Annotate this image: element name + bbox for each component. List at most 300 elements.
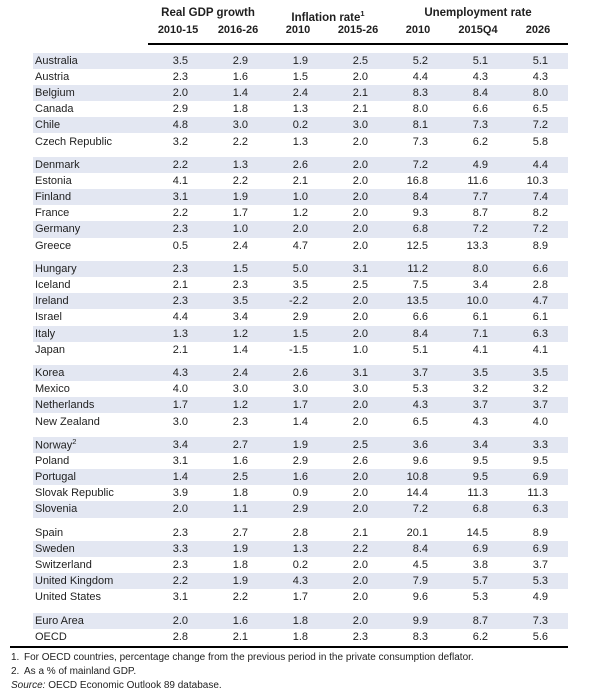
table-row — [33, 277, 568, 293]
row-group-5 — [33, 437, 568, 518]
cell-value-col7: 5.1 — [532, 54, 548, 67]
cell-value-col5: 7.5 — [412, 279, 428, 292]
cell-value-col2: 2.2 — [232, 174, 248, 187]
cell-value-col1: 4.8 — [172, 119, 188, 132]
cell-value-col7: 4.7 — [532, 295, 548, 308]
country-name: Switzerland — [35, 559, 92, 572]
country-name: Poland — [35, 454, 70, 467]
cell-value-col1: 1.7 — [172, 399, 188, 412]
cell-value-col3: 1.2 — [292, 207, 308, 220]
cell-value-col2: 3.0 — [232, 119, 248, 132]
cell-value-col4: 2.1 — [352, 526, 368, 539]
cell-value-col4: 2.1 — [352, 103, 368, 116]
country-name: France — [35, 207, 70, 220]
cell-value-col7: 8.9 — [532, 239, 548, 252]
table-row — [33, 557, 568, 573]
cell-value-col1: 2.0 — [172, 86, 188, 99]
cell-value-col5: 3.7 — [412, 366, 428, 379]
country-name: Belgium — [35, 86, 75, 99]
cell-value-col4: 2.3 — [352, 630, 368, 643]
cell-value-col5: 7.9 — [412, 575, 428, 588]
cell-value-col1: 4.1 — [172, 174, 188, 187]
cell-value-col4: 2.0 — [352, 471, 368, 484]
table-row — [33, 397, 568, 413]
cell-value-col6: 5.7 — [472, 575, 488, 588]
table-row — [33, 453, 568, 469]
country-name: Hungary — [35, 262, 77, 275]
cell-value-col3: 1.5 — [292, 70, 308, 83]
column-group-header-3: Unemployment rate — [424, 7, 532, 19]
bottom-rule — [10, 646, 568, 648]
cell-value-col1: 2.1 — [172, 279, 188, 292]
cell-value-col4: 2.0 — [352, 311, 368, 324]
table-row — [33, 485, 568, 501]
cell-value-col1: 2.2 — [172, 207, 188, 220]
cell-value-col4: 2.2 — [352, 542, 368, 555]
cell-value-col3: -2.2 — [289, 295, 308, 308]
column-year-header-1: 2010-15 — [157, 24, 199, 36]
source-text: OECD Economic Outlook 89 database. — [48, 680, 222, 691]
cell-value-col2: 1.8 — [232, 103, 248, 116]
country-name: Portugal — [35, 471, 76, 484]
cell-value-col7: 8.0 — [532, 86, 548, 99]
cell-value-col5: 14.4 — [406, 487, 428, 500]
cell-value-col2: 1.8 — [232, 487, 248, 500]
cell-value-col4: 2.5 — [352, 438, 368, 451]
cell-value-col3: 4.7 — [292, 239, 308, 252]
cell-value-col2: 1.6 — [232, 70, 248, 83]
country-name: New Zealand — [35, 415, 100, 428]
cell-value-col3: 2.6 — [292, 366, 308, 379]
cell-value-col2: 1.3 — [232, 158, 248, 171]
cell-value-col1: 2.0 — [172, 503, 188, 516]
cell-value-col3: 1.5 — [292, 327, 308, 340]
cell-value-col1: 2.3 — [172, 70, 188, 83]
cell-value-col4: 2.0 — [352, 503, 368, 516]
cell-value-col2: 2.4 — [232, 366, 248, 379]
cell-value-col5: 6.5 — [412, 415, 428, 428]
column-group-header-2: Inflation rate$^1$ — [291, 9, 365, 24]
column-year-header-6: 2015Q4 — [458, 24, 498, 36]
country-name: Ireland — [35, 295, 69, 308]
country-name: Korea — [35, 366, 65, 379]
table-row — [33, 133, 568, 149]
cell-value-col1: 3.4 — [172, 438, 188, 451]
cell-value-col2: 1.2 — [232, 399, 248, 412]
cell-value-col5: 5.1 — [412, 343, 428, 356]
cell-value-col3: 3.5 — [292, 279, 308, 292]
cell-value-col6: 8.0 — [472, 262, 488, 275]
cell-value-col2: 1.4 — [232, 343, 248, 356]
cell-value-col7: 5.3 — [532, 575, 548, 588]
cell-value-col6: 4.1 — [472, 343, 488, 356]
table-row — [33, 589, 568, 605]
country-name: Canada — [35, 103, 74, 116]
cell-value-col6: 3.4 — [472, 438, 488, 451]
cell-value-col2: 1.9 — [232, 191, 248, 204]
cell-value-col7: 3.5 — [532, 366, 548, 379]
cell-value-col5: 8.4 — [412, 327, 428, 340]
country-name: United States — [35, 591, 102, 604]
cell-value-col4: 2.5 — [352, 279, 368, 292]
cell-value-col6: 6.6 — [472, 103, 488, 116]
cell-value-col7: 11.3 — [527, 487, 548, 500]
table-row — [33, 189, 568, 205]
cell-value-col7: 6.3 — [532, 503, 548, 516]
cell-value-col4: 3.1 — [352, 366, 368, 379]
cell-value-col7: 5.6 — [532, 630, 548, 643]
column-group-headers — [148, 6, 568, 24]
cell-value-col1: 4.0 — [172, 383, 188, 396]
cell-value-col4: 2.0 — [352, 327, 368, 340]
cell-value-col1: 3.0 — [172, 415, 188, 428]
cell-value-col4: 2.0 — [352, 191, 368, 204]
table-row — [33, 85, 568, 101]
cell-value-col5: 7.3 — [412, 135, 428, 148]
country-name: Norway$^2$ — [35, 437, 77, 453]
cell-value-col6: 7.1 — [472, 327, 488, 340]
cell-value-col3: 1.9 — [292, 54, 308, 67]
cell-value-col7: 3.7 — [532, 399, 548, 412]
column-year-header-5: 2010 — [405, 24, 431, 36]
cell-value-col4: 2.0 — [352, 135, 368, 148]
row-group-7 — [33, 613, 568, 645]
footnote-2 — [11, 665, 474, 679]
cell-value-col6: 6.2 — [472, 135, 488, 148]
cell-value-col5: 8.0 — [412, 103, 428, 116]
cell-value-col4: 2.0 — [352, 239, 368, 252]
cell-value-col7: 2.8 — [532, 279, 548, 292]
cell-value-col2: 3.5 — [232, 295, 248, 308]
cell-value-col6: 5.3 — [472, 591, 488, 604]
cell-value-col7: 7.2 — [532, 223, 548, 236]
cell-value-col3: 4.3 — [292, 575, 308, 588]
country-name: Estonia — [35, 174, 72, 187]
cell-value-col5: 8.3 — [412, 86, 428, 99]
table-row — [33, 326, 568, 342]
cell-value-col3: 2.8 — [292, 526, 308, 539]
cell-value-col3: -1.5 — [289, 343, 308, 356]
cell-value-col1: 2.3 — [172, 559, 188, 572]
country-name: Chile — [35, 119, 61, 132]
cell-value-col4: 2.0 — [352, 575, 368, 588]
cell-value-col3: 0.2 — [292, 119, 308, 132]
cell-value-col6: 5.1 — [472, 54, 488, 67]
cell-value-col6: 8.7 — [472, 614, 488, 627]
cell-value-col1: 3.3 — [172, 542, 188, 555]
cell-value-col3: 2.9 — [292, 311, 308, 324]
cell-value-col1: 1.3 — [172, 327, 188, 340]
column-year-header-7: 2026 — [525, 24, 551, 36]
table-row — [33, 437, 568, 453]
cell-value-col7: 4.1 — [532, 343, 548, 356]
cell-value-col4: 2.0 — [352, 399, 368, 412]
cell-value-col5: 5.2 — [412, 54, 428, 67]
cell-value-col1: 2.0 — [172, 614, 188, 627]
table-row — [33, 413, 568, 429]
cell-value-col4: 2.0 — [352, 174, 368, 187]
column-year-header-2: 2016-26 — [217, 24, 259, 36]
cell-value-col1: 2.2 — [172, 158, 188, 171]
cell-value-col6: 4.9 — [472, 158, 488, 171]
cell-value-col5: 3.6 — [412, 438, 428, 451]
cell-value-col1: 4.3 — [172, 366, 188, 379]
cell-value-col6: 13.3 — [466, 239, 488, 252]
cell-value-col3: 2.9 — [292, 503, 308, 516]
country-name: Mexico — [35, 383, 70, 396]
cell-value-col4: 2.0 — [352, 70, 368, 83]
cell-value-col7: 8.2 — [532, 207, 548, 220]
cell-value-col7: 10.3 — [526, 174, 548, 187]
cell-value-col2: 3.4 — [232, 311, 248, 324]
cell-value-col2: 2.3 — [232, 279, 248, 292]
cell-value-col7: 3.2 — [532, 383, 548, 396]
table-body — [33, 53, 568, 645]
cell-value-col3: 1.4 — [292, 415, 308, 428]
column-year-headers — [148, 23, 568, 38]
cell-value-col7: 9.5 — [532, 454, 548, 467]
cell-value-col4: 2.0 — [352, 415, 368, 428]
row-group-2 — [33, 157, 568, 254]
table-row — [33, 205, 568, 221]
table-row — [33, 629, 568, 645]
table-row — [33, 541, 568, 557]
cell-value-col1: 2.9 — [172, 103, 188, 116]
table-row — [33, 173, 568, 189]
cell-value-col1: 3.1 — [172, 454, 188, 467]
cell-value-col5: 9.3 — [412, 207, 428, 220]
table-row — [33, 53, 568, 69]
cell-value-col1: 3.1 — [172, 591, 188, 604]
cell-value-col4: 3.1 — [352, 262, 368, 275]
row-group-6 — [33, 525, 568, 606]
table-row — [33, 69, 568, 85]
cell-value-col1: 2.3 — [172, 526, 188, 539]
footnote-2-text: As a % of mainland GDP. — [24, 666, 137, 677]
cell-value-col4: 2.0 — [352, 591, 368, 604]
cell-value-col6: 8.4 — [472, 86, 488, 99]
cell-value-col1: 3.1 — [172, 191, 188, 204]
cell-value-col4: 2.5 — [352, 54, 368, 67]
cell-value-col2: 1.9 — [232, 542, 248, 555]
footnotes — [11, 651, 474, 693]
cell-value-col7: 5.8 — [532, 135, 548, 148]
cell-value-col6: 9.5 — [472, 454, 488, 467]
cell-value-col6: 3.8 — [472, 559, 488, 572]
cell-value-col4: 2.0 — [352, 559, 368, 572]
cell-value-col2: 1.6 — [232, 454, 248, 467]
cell-value-col3: 2.4 — [292, 86, 308, 99]
cell-value-col5: 9.6 — [412, 454, 428, 467]
cell-value-col7: 6.6 — [532, 262, 548, 275]
cell-value-col3: 1.7 — [292, 399, 308, 412]
table-row — [33, 101, 568, 117]
cell-value-col2: 1.4 — [232, 86, 248, 99]
cell-value-col5: 8.3 — [412, 630, 428, 643]
cell-value-col4: 2.0 — [352, 487, 368, 500]
cell-value-col2: 1.1 — [232, 503, 248, 516]
cell-value-col3: 1.3 — [292, 542, 308, 555]
country-name: United Kingdom — [35, 575, 114, 588]
cell-value-col7: 7.2 — [532, 119, 548, 132]
cell-value-col6: 7.2 — [472, 223, 488, 236]
cell-value-col5: 8.4 — [412, 542, 428, 555]
cell-value-col4: 2.0 — [352, 614, 368, 627]
cell-value-col6: 3.7 — [472, 399, 488, 412]
cell-value-col5: 8.1 — [412, 119, 428, 132]
cell-value-col2: 1.6 — [232, 614, 248, 627]
country-name: Germany — [35, 223, 81, 236]
cell-value-col2: 2.2 — [232, 135, 248, 148]
cell-value-col2: 2.2 — [232, 591, 248, 604]
cell-value-col6: 6.8 — [472, 503, 488, 516]
cell-value-col7: 4.9 — [532, 591, 548, 604]
cell-value-col7: 6.9 — [532, 542, 548, 555]
cell-value-col2: 2.5 — [232, 471, 248, 484]
cell-value-col7: 6.9 — [532, 471, 548, 484]
cell-value-col1: 3.5 — [172, 54, 188, 67]
cell-value-col6: 7.3 — [472, 119, 488, 132]
cell-value-col2: 2.1 — [232, 630, 248, 643]
cell-value-col1: 3.9 — [172, 487, 188, 500]
cell-value-col3: 2.1 — [292, 174, 308, 187]
cell-value-col4: 2.0 — [352, 158, 368, 171]
cell-value-col5: 10.8 — [406, 471, 428, 484]
cell-value-col6: 11.3 — [467, 487, 488, 500]
country-name: Denmark — [35, 158, 80, 171]
cell-value-col3: 3.0 — [292, 383, 308, 396]
cell-value-col6: 3.2 — [472, 383, 488, 396]
cell-value-col5: 20.1 — [406, 526, 428, 539]
cell-value-col6: 3.4 — [472, 279, 488, 292]
cell-value-col2: 1.5 — [232, 262, 248, 275]
table-row — [33, 221, 568, 237]
table-row — [33, 381, 568, 397]
cell-value-col2: 2.9 — [232, 54, 248, 67]
column-group-header-1: Real GDP growth — [161, 7, 255, 19]
cell-value-col4: 3.0 — [352, 119, 368, 132]
cell-value-col1: 2.3 — [172, 295, 188, 308]
footnote-1-number: 1. — [11, 652, 20, 663]
cell-value-col7: 6.1 — [532, 311, 548, 324]
cell-value-col1: 2.8 — [172, 630, 188, 643]
cell-value-col5: 4.3 — [412, 399, 428, 412]
cell-value-col3: 1.9 — [292, 438, 308, 451]
cell-value-col3: 5.0 — [292, 262, 308, 275]
cell-value-col5: 8.4 — [412, 191, 428, 204]
cell-value-col5: 12.5 — [406, 239, 428, 252]
country-name: Netherlands — [35, 399, 95, 412]
country-name: Czech Republic — [35, 135, 113, 148]
row-group-4 — [33, 365, 568, 430]
cell-value-col2: 1.9 — [232, 575, 248, 588]
cell-value-col3: 1.8 — [292, 630, 308, 643]
cell-value-col5: 7.2 — [412, 158, 428, 171]
cell-value-col2: 1.2 — [232, 327, 248, 340]
cell-value-col7: 4.0 — [532, 415, 548, 428]
cell-value-col7: 8.9 — [532, 526, 548, 539]
table-row — [33, 365, 568, 381]
cell-value-col2: 2.4 — [232, 239, 248, 252]
economic-outlook-table — [33, 6, 568, 645]
table-row — [33, 573, 568, 589]
cell-value-col5: 9.6 — [412, 591, 428, 604]
cell-value-col2: 1.7 — [232, 207, 248, 220]
cell-value-col4: 2.0 — [352, 295, 368, 308]
cell-value-col7: 4.3 — [532, 70, 548, 83]
cell-value-col1: 4.4 — [172, 311, 188, 324]
cell-value-col6: 4.3 — [472, 70, 488, 83]
cell-value-col5: 11.2 — [407, 262, 428, 275]
cell-value-col4: 2.1 — [352, 86, 368, 99]
country-name: Euro Area — [35, 614, 84, 627]
cell-value-col5: 6.6 — [412, 311, 428, 324]
cell-value-col3: 0.9 — [292, 487, 308, 500]
cell-value-col1: 2.2 — [172, 575, 188, 588]
table-row — [33, 501, 568, 517]
table-row — [33, 613, 568, 629]
country-name: Italy — [35, 327, 56, 340]
cell-value-col7: 3.7 — [532, 559, 548, 572]
cell-value-col2: 2.3 — [232, 415, 248, 428]
cell-value-col6: 3.5 — [472, 366, 488, 379]
cell-value-col1: 1.4 — [172, 471, 188, 484]
cell-value-col2: 2.7 — [232, 438, 248, 451]
cell-value-col6: 6.9 — [472, 542, 488, 555]
cell-value-col3: 1.8 — [292, 614, 308, 627]
cell-value-col6: 8.7 — [472, 207, 488, 220]
country-name: Sweden — [35, 542, 75, 555]
cell-value-col3: 0.2 — [292, 559, 308, 572]
cell-value-col7: 4.4 — [532, 158, 548, 171]
cell-value-col4: 2.6 — [352, 454, 368, 467]
column-year-header-3: 2010 — [285, 24, 311, 36]
cell-value-col6: 9.5 — [472, 471, 488, 484]
footnote-1 — [11, 651, 474, 665]
cell-value-col6: 10.0 — [466, 295, 488, 308]
country-name: OECD — [35, 630, 67, 643]
table-row — [33, 469, 568, 485]
cell-value-col3: 2.0 — [292, 223, 308, 236]
column-year-header-4: 2015-26 — [337, 24, 379, 36]
country-name: Greece — [35, 239, 72, 252]
row-group-3 — [33, 261, 568, 358]
country-name: Austria — [35, 70, 70, 83]
country-name: Iceland — [35, 279, 71, 292]
cell-value-col2: 1.0 — [232, 223, 248, 236]
cell-value-col7: 6.3 — [532, 327, 548, 340]
footnote-1-text: For OECD countries, percentage change from the previous period in the private consumption deflator. — [24, 652, 474, 663]
cell-value-col3: 1.3 — [292, 135, 308, 148]
cell-value-col7: 6.5 — [532, 103, 548, 116]
country-name: Slovak Republic — [35, 487, 114, 500]
cell-value-col1: 2.1 — [172, 343, 188, 356]
cell-value-col2: 1.8 — [232, 559, 248, 572]
cell-value-col4: 3.0 — [352, 383, 368, 396]
cell-value-col3: 2.6 — [292, 158, 308, 171]
country-name: Israel — [35, 311, 62, 324]
cell-value-col7: 3.3 — [532, 438, 548, 451]
cell-value-col1: 3.2 — [172, 135, 188, 148]
cell-value-col3: 1.3 — [292, 103, 308, 116]
table-row — [33, 117, 568, 133]
cell-value-col6: 14.5 — [466, 526, 488, 539]
country-name: Australia — [35, 54, 78, 67]
cell-value-col1: 2.3 — [172, 262, 188, 275]
cell-value-col5: 6.8 — [412, 223, 428, 236]
cell-value-col4: 2.0 — [352, 207, 368, 220]
country-name: Spain — [35, 526, 64, 539]
